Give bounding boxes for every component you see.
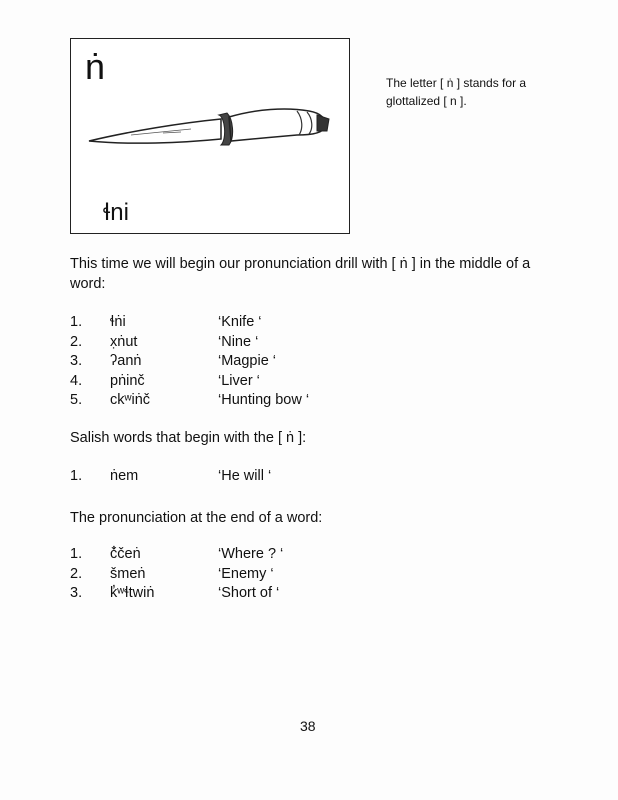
english-gloss: ‘Where ? ‘ <box>218 546 284 562</box>
list-item <box>70 545 490 565</box>
list-item <box>70 391 490 411</box>
list-item <box>70 313 490 333</box>
english-gloss: ‘Nine ‘ <box>218 333 259 350</box>
subheading-beginning: Salish words that begin with the [ ṅ ]: <box>70 430 307 446</box>
salish-word: ɬṅi <box>110 314 126 330</box>
english-gloss: ‘Hunting bow ‘ <box>218 392 310 408</box>
intro-paragraph: This time we will begin our pronunciation drill with [ ṅ ] in the middle of a word: <box>70 256 531 292</box>
word-list-beginning <box>70 467 490 487</box>
item-number: 3. <box>70 353 83 369</box>
list-item <box>70 352 490 372</box>
illustration-frame <box>70 38 350 234</box>
english-gloss: ‘Short of ‘ <box>218 585 280 601</box>
list-item <box>70 333 490 353</box>
salish-word: ckʷiṅč <box>110 392 151 408</box>
salish-word: šmeṅ <box>110 565 146 582</box>
english-gloss: ‘He will ‘ <box>218 468 272 484</box>
salish-word: č̓čeṅ <box>110 546 141 562</box>
item-number: 5. <box>70 392 83 408</box>
page-number: 38 <box>300 718 316 734</box>
featured-letter: ṅ <box>85 46 106 87</box>
featured-word: ɬni <box>103 199 129 226</box>
list-item <box>70 565 490 585</box>
list-item <box>70 584 490 604</box>
item-number: 2. <box>70 333 83 350</box>
item-number: 3. <box>70 585 83 601</box>
english-gloss: ‘Magpie ‘ <box>218 353 277 369</box>
list-item <box>70 372 490 392</box>
salish-word: ʔanṅ <box>110 353 142 369</box>
word-list-middle <box>70 313 490 411</box>
salish-word: ṅem <box>110 468 139 484</box>
english-gloss: ‘Enemy ‘ <box>218 565 274 582</box>
item-number: 4. <box>70 372 83 389</box>
salish-word: pṅinč <box>110 372 145 389</box>
english-gloss: ‘Knife ‘ <box>218 314 262 330</box>
salish-word: k̓ʷɬtwiṅ <box>110 585 155 601</box>
list-item <box>70 467 490 487</box>
item-number: 2. <box>70 565 83 582</box>
item-number: 1. <box>70 468 83 484</box>
english-gloss: ‘Liver ‘ <box>218 372 260 389</box>
subheading-end: The pronunciation at the end of a word: <box>70 510 323 526</box>
item-number: 1. <box>70 314 83 330</box>
salish-word: x̣ṅut <box>110 333 138 350</box>
item-number: 1. <box>70 546 83 562</box>
caption: The letter [ ṅ ] stands for a glottalized [ n ]. <box>386 76 527 108</box>
word-list-end <box>70 545 490 604</box>
